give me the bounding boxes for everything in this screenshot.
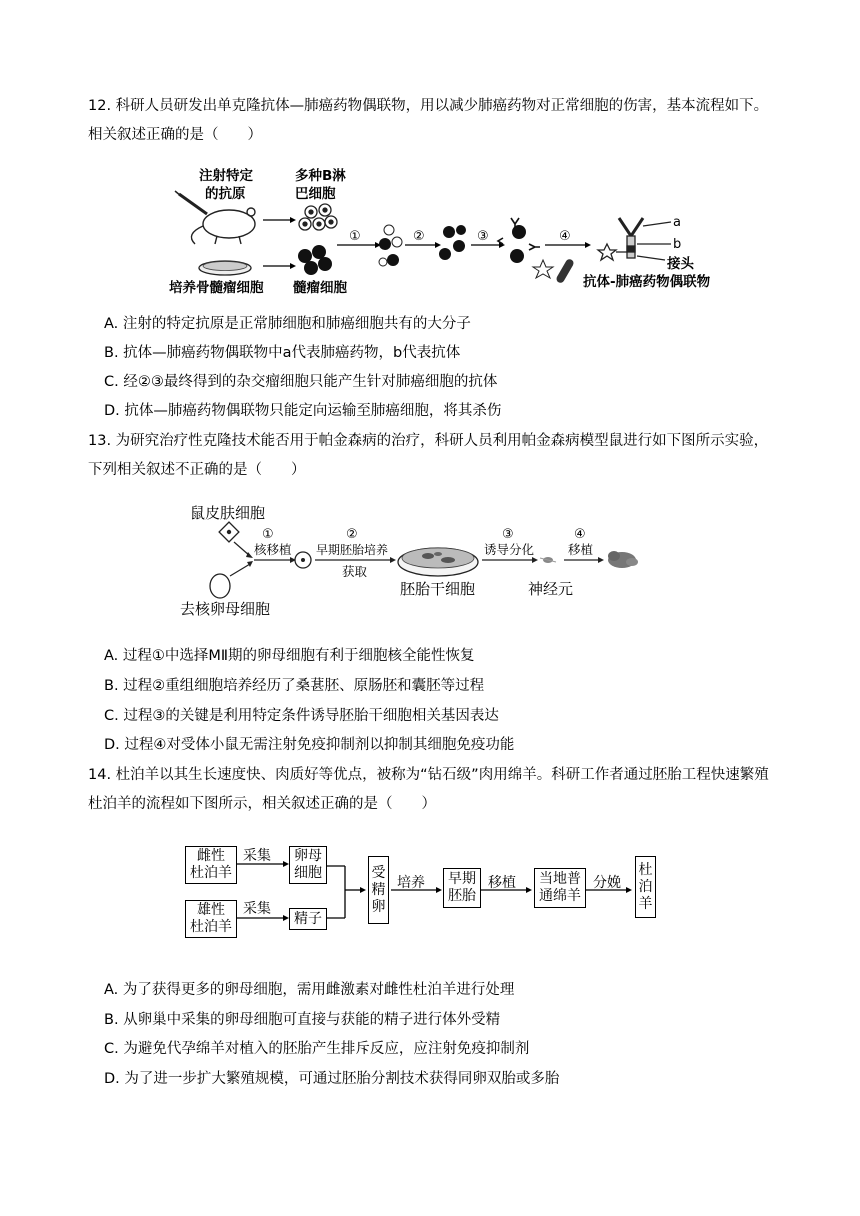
q14-option-d: D. 为了进一步扩大繁殖规模，可通过胚胎分割技术获得同卵双胎或多胎 — [104, 1071, 560, 1087]
q13-oocyte-label: 去核卵母细胞 — [180, 600, 271, 618]
syringe-icon — [175, 191, 207, 214]
b-cells-icon — [299, 204, 337, 230]
label-transfer: 移植 — [488, 875, 516, 891]
q13-step4-text: 移植 — [568, 542, 594, 557]
q13-step4: ④ — [574, 527, 586, 542]
q13-option-a: A. 过程①中选择MⅡ期的卵母细胞有利于细胞核全能性恢复 — [104, 648, 475, 664]
q12-label-a: a — [673, 215, 681, 230]
q12-figure — [165, 160, 735, 300]
petri-dish-icon — [199, 261, 251, 275]
myeloma-cells-icon — [298, 245, 332, 275]
q13-step2-text: 早期胚胎培养 — [316, 543, 389, 557]
q12-option-a: A. 注射的特定抗原是正常肺细胞和肺癌细胞共有的大分子 — [104, 316, 471, 332]
q13-figure — [170, 498, 650, 624]
question-14-stem: 14. 杜泊羊以其生长速度快、肉质好等优点，被称为“钻石级”肉用绵羊。科研工作者通过胚胎工程快速繁殖杜泊羊的流程如下图所示，相关叙述正确的是（ ） — [88, 767, 769, 812]
q12-option-b: B. 抗体—肺癌药物偶联物中a代表肺癌药物，b代表抗体 — [104, 345, 461, 361]
q12-culture-label: 培养骨髓瘤细胞 — [169, 280, 264, 296]
box-female-dorper — [185, 846, 237, 884]
q13-step2-sub: 获取 — [342, 564, 368, 579]
q13-option-b: B. 过程②重组细胞培养经历了桑葚胚、原肠胚和囊胚等过程 — [104, 678, 485, 694]
q12-step1: ① — [349, 229, 361, 244]
oocyte-line1: 卵母 — [294, 848, 322, 864]
box-oocyte — [289, 846, 327, 884]
antibody-secreting-cells-icon — [498, 218, 540, 263]
q14-option-b: B. 从卵巢中采集的卵母细胞可直接与获能的精子进行体外受精 — [104, 1012, 501, 1028]
q14-option-a: A. 为了获得更多的卵母细胞，需用雌激素对雌性杜泊羊进行处理 — [104, 982, 515, 998]
box-male-dorper — [185, 900, 237, 938]
question-13-stem: 13. 为研究治疗性克隆技术能否用于帕金森病的治疗，科研人员利用帕金森病模型鼠进行如下图所示实验，下列相关叙述不正确的是（ ） — [88, 433, 769, 478]
q14-option-c: C. 为避免代孕绵羊对植入的胚胎产生排斥反应，应注射免疫抑制剂 — [104, 1041, 530, 1057]
q12-step4: ④ — [559, 229, 571, 244]
neuron-icon — [540, 557, 556, 563]
q12-bcell-label-1: 多种B淋 — [295, 168, 346, 184]
oocyte-line2: 细胞 — [294, 865, 322, 881]
male-dorper-line2: 杜泊羊 — [190, 919, 232, 935]
drug-and-joint-icon — [533, 258, 575, 285]
q13-neuron-label: 神经元 — [528, 580, 574, 598]
female-dorper-line1: 雌性 — [197, 848, 225, 864]
local-sheep-line1: 当地普 — [539, 871, 581, 887]
box-early-embryo — [443, 868, 481, 908]
male-dorper-line1: 雄性 — [197, 902, 225, 918]
q13-step2: ② — [346, 527, 358, 542]
box-zygote: 受精卵 — [368, 856, 389, 924]
culture-dish-icon — [398, 548, 478, 576]
q14-figure — [185, 842, 665, 942]
early-embryo-line2: 胚胎 — [448, 888, 476, 904]
q12-inject-label-1: 注射特定 — [199, 168, 253, 184]
q13-step3-text: 诱导分化 — [484, 542, 535, 557]
q13-skin-label: 鼠皮肤细胞 — [190, 504, 266, 522]
label-collect-egg: 采集 — [243, 848, 271, 864]
early-embryo-line1: 早期 — [448, 871, 476, 887]
q12-conjugate-label: 抗体-肺癌药物偶联物 — [583, 274, 711, 290]
box-dorper-offspring: 杜泊羊 — [635, 856, 656, 918]
q13-step1-text: 核移植 — [254, 542, 292, 557]
mouse-icon — [191, 208, 255, 244]
female-dorper-line2: 杜泊羊 — [190, 865, 232, 881]
q12-label-b: b — [673, 237, 682, 252]
q13-option-d: D. 过程④对受体小鼠无需注射免疫抑制剂以抑制其细胞免疫功能 — [104, 737, 515, 753]
q13-es-label: 胚胎干细胞 — [400, 580, 476, 598]
q12-myeloma-label: 髓瘤细胞 — [293, 280, 347, 296]
q12-inject-label-2: 的抗原 — [205, 186, 246, 202]
reconstructed-cell-icon — [295, 552, 311, 568]
label-collect-sperm: 采集 — [243, 901, 271, 917]
antibody-drug-conjugate-icon — [598, 218, 671, 260]
hybridoma-cells-icon — [439, 225, 466, 260]
q12-step2: ② — [413, 229, 425, 244]
label-culture: 培养 — [397, 875, 425, 891]
label-birth: 分娩 — [593, 875, 621, 891]
q12-bcell-label-2: 巴细胞 — [295, 186, 336, 202]
box-local-sheep — [534, 868, 586, 908]
q12-option-d: D. 抗体—肺癌药物偶联物只能定向运输至肺癌细胞，将其杀伤 — [104, 403, 502, 419]
q12-step3: ③ — [477, 229, 489, 244]
local-sheep-line2: 通绵羊 — [539, 888, 581, 904]
fusing-cells-icon — [379, 225, 402, 266]
oocyte-icon — [210, 574, 230, 598]
skin-cell-icon — [219, 522, 239, 542]
q13-option-c: C. 过程③的关键是利用特定条件诱导胚胎干细胞相关基因表达 — [104, 708, 499, 724]
q13-step1: ① — [262, 527, 274, 542]
q12-joint-label: 接头 — [667, 256, 694, 272]
question-12-stem: 12. 科研人员研发出单克隆抗体—肺癌药物偶联物，用以减少肺癌药物对正常细胞的伤害，基本流程如下。相关叙述正确的是（ ） — [88, 98, 769, 143]
box-sperm: 精子 — [289, 908, 327, 930]
q13-step3: ③ — [502, 527, 514, 542]
mouse-brain-icon — [608, 551, 638, 568]
q12-option-c: C. 经②③最终得到的杂交瘤细胞只能产生针对肺癌细胞的抗体 — [104, 374, 498, 390]
